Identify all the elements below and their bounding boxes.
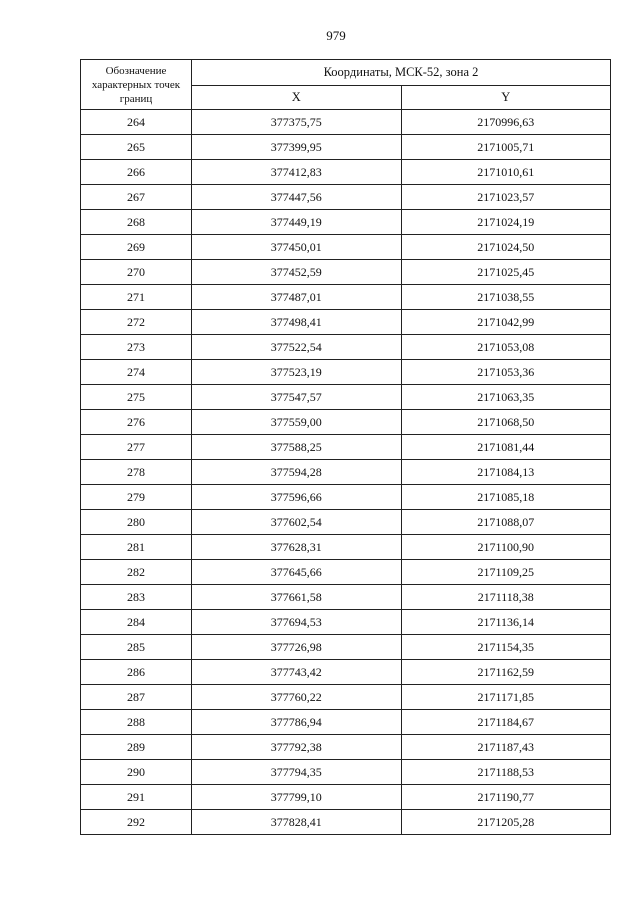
x-coordinate-cell: 377449,19 bbox=[192, 210, 402, 235]
table-row bbox=[81, 735, 611, 760]
point-number-cell: 290 bbox=[81, 760, 192, 785]
x-coordinate-cell: 377450,01 bbox=[192, 235, 402, 260]
point-number-cell: 264 bbox=[81, 110, 192, 135]
header-x: X bbox=[192, 85, 402, 110]
y-coordinate-cell: 2171025,45 bbox=[401, 260, 611, 285]
table-body bbox=[81, 110, 611, 835]
y-coordinate-cell: 2171053,08 bbox=[401, 335, 611, 360]
point-number-cell: 281 bbox=[81, 535, 192, 560]
table-row bbox=[81, 435, 611, 460]
header-coordinates: Координаты, МСК-52, зона 2 bbox=[192, 60, 611, 86]
y-coordinate-cell: 2171023,57 bbox=[401, 185, 611, 210]
y-coordinate-cell: 2171100,90 bbox=[401, 535, 611, 560]
x-coordinate-cell: 377588,25 bbox=[192, 435, 402, 460]
point-number-cell: 291 bbox=[81, 785, 192, 810]
table-row bbox=[81, 460, 611, 485]
point-number-cell: 286 bbox=[81, 660, 192, 685]
table-row bbox=[81, 310, 611, 335]
y-coordinate-cell: 2171038,55 bbox=[401, 285, 611, 310]
point-number-cell: 287 bbox=[81, 685, 192, 710]
y-coordinate-cell: 2171005,71 bbox=[401, 135, 611, 160]
y-coordinate-cell: 2171190,77 bbox=[401, 785, 611, 810]
x-coordinate-cell: 377487,01 bbox=[192, 285, 402, 310]
x-coordinate-cell: 377547,57 bbox=[192, 385, 402, 410]
point-number-cell: 269 bbox=[81, 235, 192, 260]
y-coordinate-cell: 2171088,07 bbox=[401, 510, 611, 535]
y-coordinate-cell: 2171188,53 bbox=[401, 760, 611, 785]
x-coordinate-cell: 377645,66 bbox=[192, 560, 402, 585]
y-coordinate-cell: 2171081,44 bbox=[401, 435, 611, 460]
table-row bbox=[81, 785, 611, 810]
point-number-cell: 279 bbox=[81, 485, 192, 510]
table-row bbox=[81, 710, 611, 735]
x-coordinate-cell: 377794,35 bbox=[192, 760, 402, 785]
y-coordinate-cell: 2171053,36 bbox=[401, 360, 611, 385]
x-coordinate-cell: 377726,98 bbox=[192, 635, 402, 660]
x-coordinate-cell: 377694,53 bbox=[192, 610, 402, 635]
table-row bbox=[81, 410, 611, 435]
table-row bbox=[81, 560, 611, 585]
y-coordinate-cell: 2171024,19 bbox=[401, 210, 611, 235]
table-row bbox=[81, 760, 611, 785]
table-row bbox=[81, 510, 611, 535]
point-number-cell: 285 bbox=[81, 635, 192, 660]
x-coordinate-cell: 377602,54 bbox=[192, 510, 402, 535]
x-coordinate-cell: 377594,28 bbox=[192, 460, 402, 485]
point-number-cell: 280 bbox=[81, 510, 192, 535]
coordinates-table bbox=[80, 59, 611, 835]
table-row bbox=[81, 585, 611, 610]
table-row bbox=[81, 610, 611, 635]
table-row bbox=[81, 110, 611, 135]
x-coordinate-cell: 377522,54 bbox=[192, 335, 402, 360]
x-coordinate-cell: 377828,41 bbox=[192, 810, 402, 835]
point-number-cell: 283 bbox=[81, 585, 192, 610]
y-coordinate-cell: 2171205,28 bbox=[401, 810, 611, 835]
y-coordinate-cell: 2171171,85 bbox=[401, 685, 611, 710]
x-coordinate-cell: 377375,75 bbox=[192, 110, 402, 135]
point-number-cell: 274 bbox=[81, 360, 192, 385]
point-number-cell: 277 bbox=[81, 435, 192, 460]
table-row bbox=[81, 635, 611, 660]
y-coordinate-cell: 2171154,35 bbox=[401, 635, 611, 660]
point-number-cell: 268 bbox=[81, 210, 192, 235]
x-coordinate-cell: 377799,10 bbox=[192, 785, 402, 810]
y-coordinate-cell: 2171118,38 bbox=[401, 585, 611, 610]
point-number-cell: 276 bbox=[81, 410, 192, 435]
y-coordinate-cell: 2171010,61 bbox=[401, 160, 611, 185]
x-coordinate-cell: 377452,59 bbox=[192, 260, 402, 285]
header-point-designation: Обозначение характерных точек границ bbox=[81, 60, 192, 110]
table-row bbox=[81, 135, 611, 160]
y-coordinate-cell: 2171187,43 bbox=[401, 735, 611, 760]
table-row bbox=[81, 385, 611, 410]
y-coordinate-cell: 2171162,59 bbox=[401, 660, 611, 685]
table-row bbox=[81, 185, 611, 210]
point-number-cell: 278 bbox=[81, 460, 192, 485]
point-number-cell: 289 bbox=[81, 735, 192, 760]
table-row bbox=[81, 160, 611, 185]
point-number-cell: 292 bbox=[81, 810, 192, 835]
point-number-cell: 273 bbox=[81, 335, 192, 360]
table-row bbox=[81, 285, 611, 310]
page-number: 979 bbox=[326, 28, 346, 43]
table-row bbox=[81, 685, 611, 710]
y-coordinate-cell: 2171109,25 bbox=[401, 560, 611, 585]
point-number-cell: 275 bbox=[81, 385, 192, 410]
y-coordinate-cell: 2171136,14 bbox=[401, 610, 611, 635]
y-coordinate-cell: 2171042,99 bbox=[401, 310, 611, 335]
y-coordinate-cell: 2171084,13 bbox=[401, 460, 611, 485]
x-coordinate-cell: 377596,66 bbox=[192, 485, 402, 510]
point-number-cell: 272 bbox=[81, 310, 192, 335]
point-number-cell: 288 bbox=[81, 710, 192, 735]
y-coordinate-cell: 2171184,67 bbox=[401, 710, 611, 735]
y-coordinate-cell: 2171085,18 bbox=[401, 485, 611, 510]
x-coordinate-cell: 377760,22 bbox=[192, 685, 402, 710]
point-number-cell: 282 bbox=[81, 560, 192, 585]
table-row bbox=[81, 210, 611, 235]
x-coordinate-cell: 377786,94 bbox=[192, 710, 402, 735]
x-coordinate-cell: 377661,58 bbox=[192, 585, 402, 610]
point-number-cell: 271 bbox=[81, 285, 192, 310]
x-coordinate-cell: 377447,56 bbox=[192, 185, 402, 210]
x-coordinate-cell: 377523,19 bbox=[192, 360, 402, 385]
x-coordinate-cell: 377743,42 bbox=[192, 660, 402, 685]
point-number-cell: 267 bbox=[81, 185, 192, 210]
y-coordinate-cell: 2171068,50 bbox=[401, 410, 611, 435]
table-row bbox=[81, 235, 611, 260]
point-number-cell: 270 bbox=[81, 260, 192, 285]
x-coordinate-cell: 377628,31 bbox=[192, 535, 402, 560]
point-number-cell: 284 bbox=[81, 610, 192, 635]
table-row bbox=[81, 485, 611, 510]
y-coordinate-cell: 2170996,63 bbox=[401, 110, 611, 135]
header-y: Y bbox=[401, 85, 611, 110]
y-coordinate-cell: 2171063,35 bbox=[401, 385, 611, 410]
x-coordinate-cell: 377792,38 bbox=[192, 735, 402, 760]
table-row bbox=[81, 535, 611, 560]
table-row bbox=[81, 260, 611, 285]
table-row bbox=[81, 810, 611, 835]
x-coordinate-cell: 377399,95 bbox=[192, 135, 402, 160]
table-row bbox=[81, 660, 611, 685]
point-number-cell: 266 bbox=[81, 160, 192, 185]
table-row bbox=[81, 360, 611, 385]
y-coordinate-cell: 2171024,50 bbox=[401, 235, 611, 260]
x-coordinate-cell: 377412,83 bbox=[192, 160, 402, 185]
point-number-cell: 265 bbox=[81, 135, 192, 160]
x-coordinate-cell: 377559,00 bbox=[192, 410, 402, 435]
table-row bbox=[81, 335, 611, 360]
x-coordinate-cell: 377498,41 bbox=[192, 310, 402, 335]
